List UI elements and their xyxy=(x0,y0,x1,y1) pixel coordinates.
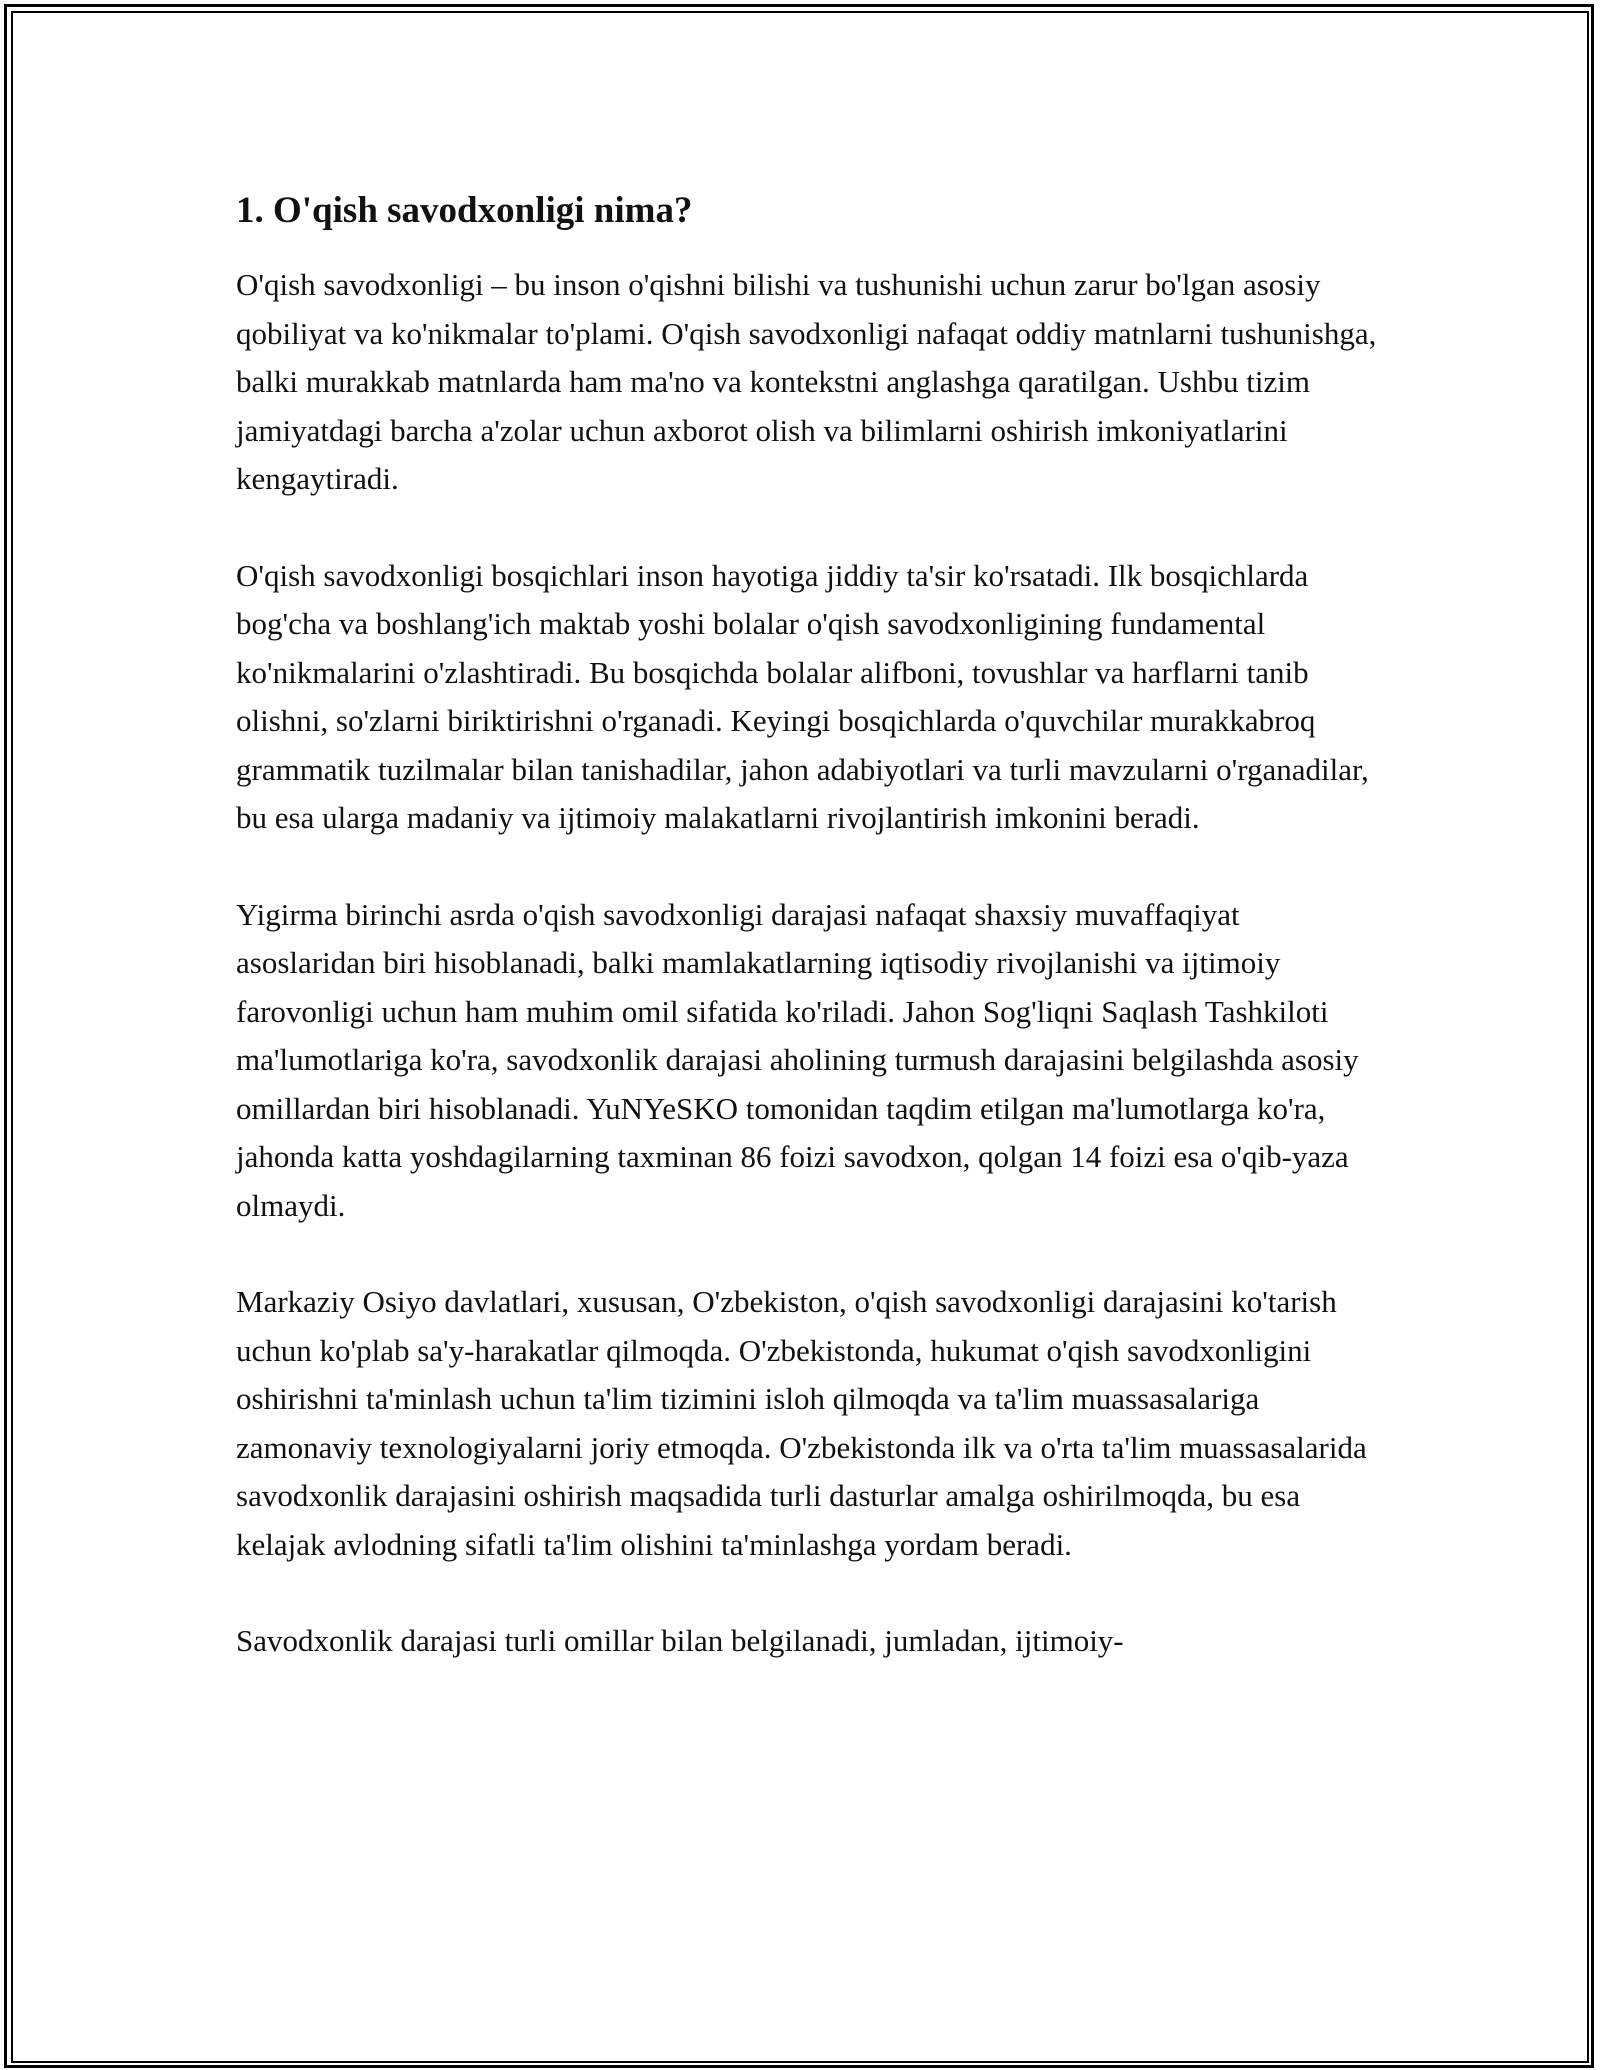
paragraph-2: O'qish savodxonligi bosqichlari inson hayotiga jiddiy ta'sir ko'rsatadi. Ilk bosqichlarda bog'cha va boshlang'ich maktab yoshi bolalar o'qish savodxonligining fundamental ko'nikmalarini o'zlashtiradi. Bu bosqichda bolalar alifboni, tovushlar va harflarni tanib olishni, so'zlarni biriktirishni o'rganadi. Keyingi bosqichlarda o'quvchilar murakkabroq grammatik tuzilmalar bilan tanishadilar, jahon adabiyotlari va turli mavzularni o'rganadilar, bu esa ularga madaniy va ijtimoiy malakatlarni rivojlantirish imkonini beradi. xyxy=(236,557,1369,835)
paragraph-3: Yigirma birinchi asrda o'qish savodxonligi darajasi nafaqat shaxsiy muvaffaqiyat asoslaridan biri hisoblanadi, balki mamlakatlarning iqtisodiy rivojlanishi va ijtimoiy farovonligi uchun ham muhim omil sifatida ko'riladi. Jahon Sog'liqni Saqlash Tashkiloti ma'lumotlariga ko'ra, savodxonlik darajasi aholining turmush darajasini belgilashda asosiy omillardan biri hisoblanadi. YuNYeSKO tomonidan taqdim etilgan ma'lumotlarga ko'ra, jahonda katta yoshdagilarning taxminan 86 foizi savodxon, qolgan 14 foizi esa o'qib-yaza olmaydi. xyxy=(236,896,1359,1223)
paragraph-1: O'qish savodxonligi – bu inson o'qishni bilishi va tushunishi uchun zarur bo'lgan asosiy qobiliyat va ko'nikmalar to'plami. O'qish savodxonligi nafaqat oddiy matnlarni tushunishga, balki murakkab matnlarda ham ma'no va kontekstni anglashga qaratilgan. Ushbu tizim jamiyatdagi barcha a'zolar uchun axborot olish va bilimlarni oshirish imkoniyatlarini kengaytiradi. xyxy=(236,267,1377,496)
document-body xyxy=(236,185,1381,1714)
paragraph-5: Savodxonlik darajasi turli omillar bilan belgilanadi, jumladan, ijtimoiy- xyxy=(236,1623,1124,1658)
paragraph-4: Markaziy Osiyo davlatlari, xususan, O'zbekiston, o'qish savodxonligi darajasini ko'tarish uchun ko'plab sa'y-harakatlar qilmoqda. O'zbekistonda, hukumat o'qish savodxonligini oshirishni ta'minlash uchun ta'lim tizimini isloh qilmoqda va ta'lim muassasalariga zamonaviy texnologiyalarni joriy etmoqda. O'zbekistonda ilk va o'rta ta'lim muassasalarida savodxonlik darajasini oshirish maqsadida turli dasturlar amalga oshirilmoqda, bu esa kelajak avlodning sifatli ta'lim olishini ta'minlashga yordam beradi. xyxy=(236,1284,1367,1562)
section-heading: 1. O'qish savodxonligi nima? xyxy=(236,190,693,231)
